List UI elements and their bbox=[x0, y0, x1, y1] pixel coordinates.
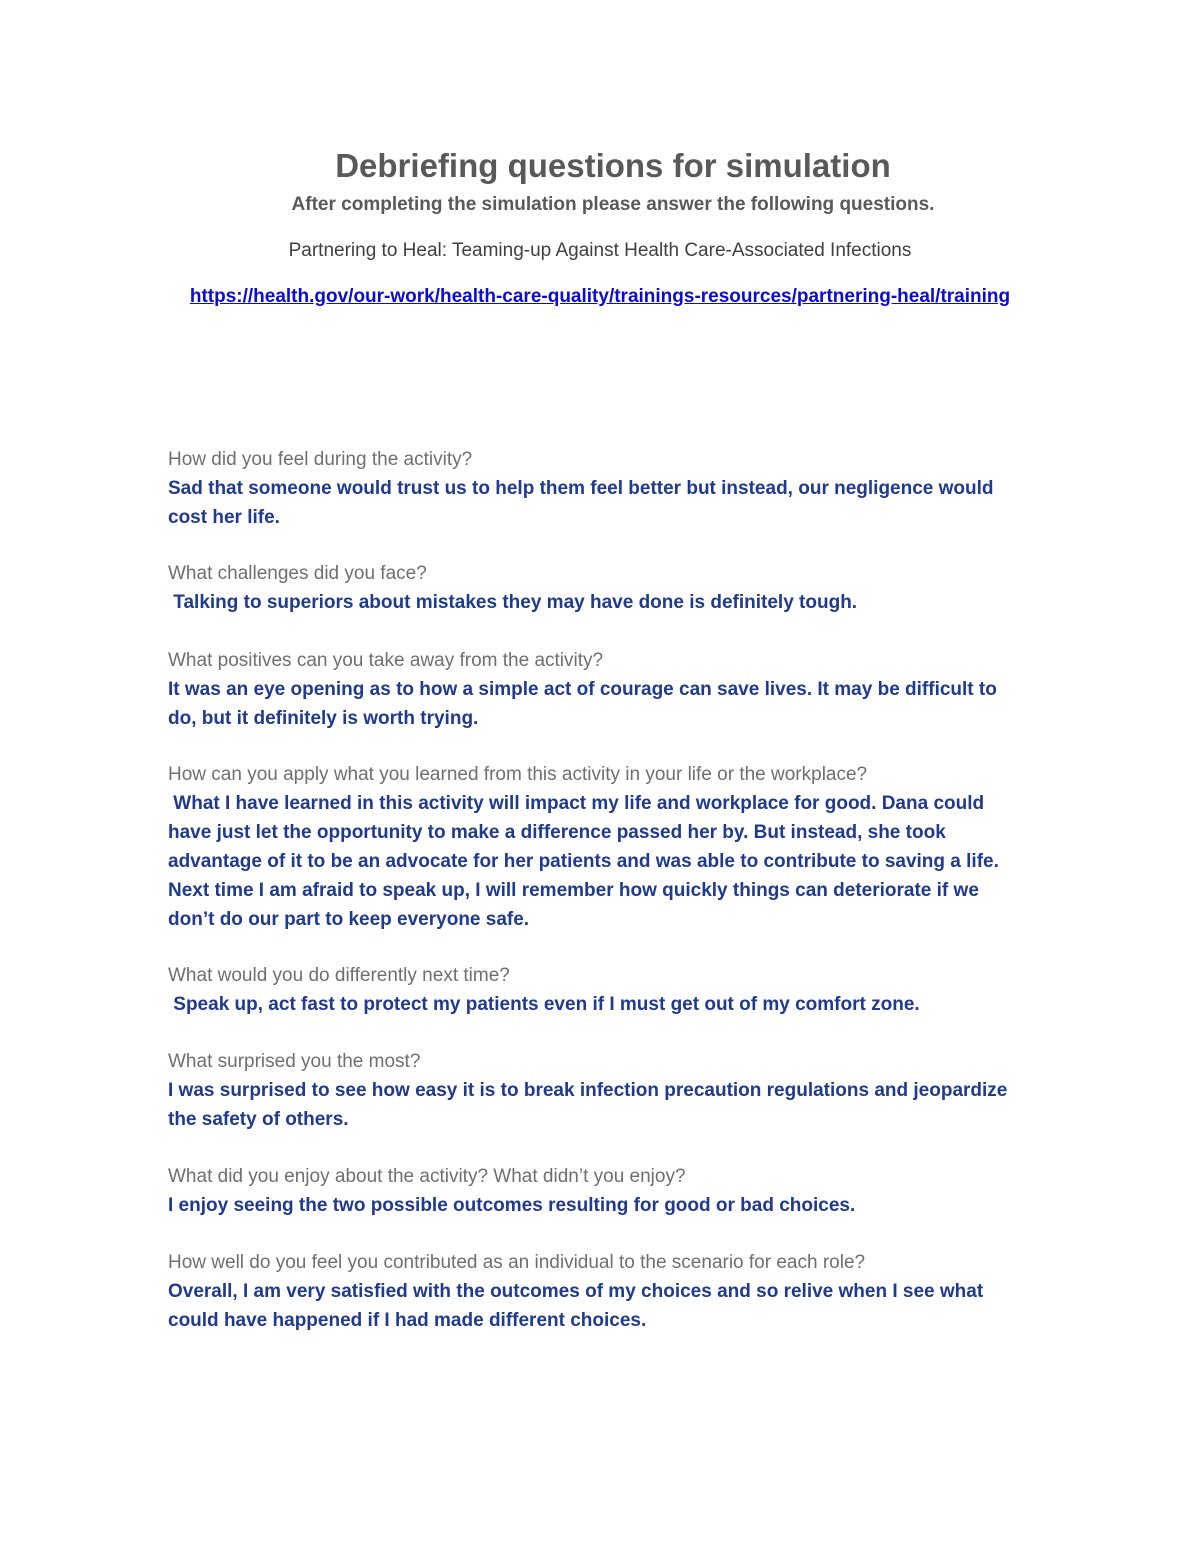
qa-block-3 bbox=[168, 646, 1063, 733]
answer-line: do, but it definitely is worth trying. bbox=[168, 708, 479, 729]
answer-line: Sad that someone would trust us to help them feel better but instead, our negligence would bbox=[168, 478, 994, 499]
qa-block-5 bbox=[168, 961, 1063, 1019]
question: How well do you feel you contributed as an individual to the scenario for each role? bbox=[168, 1252, 866, 1273]
answer-line: advantage of it to be an advocate for her patients and was able to contribute to saving a life. bbox=[168, 851, 999, 872]
answer bbox=[168, 1076, 1063, 1134]
answer bbox=[168, 675, 1063, 733]
answer bbox=[168, 1277, 1063, 1335]
answer bbox=[168, 789, 1063, 934]
answer-line: don’t do our part to keep everyone safe. bbox=[168, 909, 530, 930]
question: What positives can you take away from the activity? bbox=[168, 650, 604, 671]
question: What would you do differently next time? bbox=[168, 965, 510, 986]
qa-block-2 bbox=[168, 559, 1063, 617]
answer-line: I enjoy seeing the two possible outcomes resulting for good or bad choices. bbox=[168, 1195, 856, 1216]
answer-line: Overall, I am very satisfied with the outcomes of my choices and so relive when I see what bbox=[168, 1281, 984, 1302]
answer-line: Speak up, act fast to protect my patients even if I must get out of my comfort zone. bbox=[168, 994, 920, 1015]
question: What did you enjoy about the activity? What didn’t you enjoy? bbox=[168, 1166, 686, 1187]
answer-line: It was an eye opening as to how a simple act of courage can save lives. It may be difficult to bbox=[168, 679, 997, 700]
course-name: Partnering to Heal: Teaming-up Against Health Care-Associated Infections bbox=[288, 240, 912, 261]
qa-block-7 bbox=[168, 1162, 1063, 1220]
document-subtitle: After completing the simulation please answer the following questions. bbox=[291, 194, 935, 215]
question: How did you feel during the activity? bbox=[168, 449, 473, 470]
answer-line: have just let the opportunity to make a difference passed her by. But instead, she took bbox=[168, 822, 946, 843]
answer-line: could have happened if I had made different choices. bbox=[168, 1310, 647, 1331]
answer bbox=[168, 990, 1063, 1019]
document-title: Debriefing questions for simulation bbox=[335, 147, 891, 184]
answer bbox=[168, 588, 1063, 617]
answer-line: I was surprised to see how easy it is to break infection precaution regulations and jeopardize bbox=[168, 1080, 1008, 1101]
question: What surprised you the most? bbox=[168, 1051, 421, 1072]
answer bbox=[168, 474, 1063, 532]
training-link[interactable]: https://health.gov/our-work/health-care-quality/trainings-resources/partnering-heal/training bbox=[189, 286, 1011, 307]
qa-block-4 bbox=[168, 760, 1063, 934]
answer-line: cost her life. bbox=[168, 507, 280, 528]
question: What challenges did you face? bbox=[168, 563, 427, 584]
qa-block-1 bbox=[168, 445, 1063, 532]
answer-line: Talking to superiors about mistakes they may have done is definitely tough. bbox=[168, 592, 858, 613]
question: How can you apply what you learned from this activity in your life or the workplace? bbox=[168, 764, 868, 785]
answer-line: Next time I am afraid to speak up, I will remember how quickly things can deteriorate if we bbox=[168, 880, 979, 901]
answer bbox=[168, 1191, 1063, 1220]
qa-block-6 bbox=[168, 1047, 1063, 1134]
qa-block-8 bbox=[168, 1248, 1063, 1335]
answer-line: the safety of others. bbox=[168, 1109, 349, 1130]
answer-line: What I have learned in this activity will impact my life and workplace for good. Dana could bbox=[168, 793, 985, 814]
